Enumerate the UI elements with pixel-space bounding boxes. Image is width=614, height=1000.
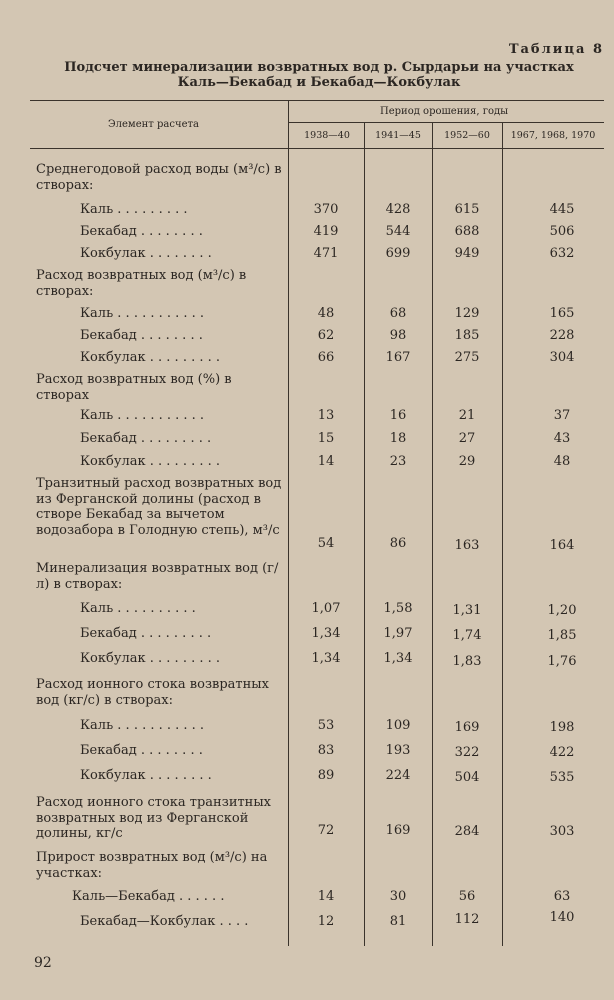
cell: 112 bbox=[454, 912, 480, 927]
cell: 56 bbox=[458, 889, 476, 904]
title-line-1: Подсчет минерализации возвратных вод р. Сырдарьи на участках bbox=[64, 60, 574, 75]
cell: 1,83 bbox=[452, 654, 482, 669]
cell: 72 bbox=[317, 823, 335, 838]
cell: 167 bbox=[385, 350, 411, 365]
cell: 140 bbox=[549, 910, 575, 925]
year-1967-70: 1967, 1968, 1970 bbox=[510, 130, 596, 141]
header-element: Элемент расчета bbox=[108, 119, 199, 130]
cell: 29 bbox=[458, 454, 476, 469]
cell: 15 bbox=[317, 431, 335, 446]
cell: 1,85 bbox=[547, 628, 577, 643]
cell: 1,58 bbox=[383, 601, 413, 616]
cell: 1,76 bbox=[547, 654, 577, 669]
cell: 89 bbox=[317, 768, 335, 783]
cell: 224 bbox=[385, 768, 411, 783]
cell: 43 bbox=[553, 431, 571, 446]
row-name: Каль . . . . . . . . . bbox=[80, 202, 188, 217]
cell: 86 bbox=[389, 536, 407, 551]
cell: 165 bbox=[549, 306, 575, 321]
cell: 322 bbox=[454, 745, 480, 760]
cell: 699 bbox=[385, 246, 411, 261]
header-bottom-rule bbox=[30, 148, 604, 149]
cell: 535 bbox=[549, 770, 575, 785]
row-name: Кокбулак . . . . . . . . bbox=[80, 246, 212, 261]
cell: 1,31 bbox=[452, 603, 482, 618]
cell: 53 bbox=[317, 718, 335, 733]
col-divider bbox=[502, 123, 503, 946]
cell: 275 bbox=[454, 350, 480, 365]
col-divider bbox=[288, 101, 289, 946]
cell: 471 bbox=[313, 246, 339, 261]
row-name: Бекабад . . . . . . . . . bbox=[80, 431, 212, 446]
cell: 14 bbox=[317, 889, 335, 904]
cell: 428 bbox=[385, 202, 411, 217]
cell: 16 bbox=[389, 408, 407, 423]
cell: 185 bbox=[454, 328, 480, 343]
cell: 48 bbox=[317, 306, 335, 321]
row-name: Кокбулак . . . . . . . . . bbox=[80, 350, 221, 365]
cell: 30 bbox=[389, 889, 407, 904]
row-name: Бекабад—Кокбулак . . . . bbox=[80, 914, 249, 929]
cell: 445 bbox=[549, 202, 575, 217]
cell: 1,34 bbox=[311, 626, 341, 641]
cell: 1,07 bbox=[311, 601, 341, 616]
table-number: Таблица 8 bbox=[508, 42, 604, 57]
top-rule bbox=[30, 100, 604, 101]
cell: 163 bbox=[454, 538, 480, 553]
cell: 129 bbox=[454, 306, 480, 321]
cell: 12 bbox=[317, 914, 335, 929]
cell: 688 bbox=[454, 224, 480, 239]
row-name: Бекабад . . . . . . . . bbox=[80, 743, 203, 758]
cell: 169 bbox=[385, 823, 411, 838]
cell: 18 bbox=[389, 431, 407, 446]
section-label: Прирост возвратных вод (м³/с) на участках: bbox=[36, 850, 268, 881]
cell: 504 bbox=[454, 770, 480, 785]
row-name: Кокбулак . . . . . . . . bbox=[80, 768, 212, 783]
cell: 632 bbox=[549, 246, 575, 261]
cell: 1,97 bbox=[383, 626, 413, 641]
section-label: Расход ионного стока возвратных вод (кг/с) в створах: bbox=[36, 677, 269, 708]
row-name: Кокбулак . . . . . . . . . bbox=[80, 651, 221, 666]
section-label: Расход ионного стока транзитных возвратных вод из Ферганской долины, кг/с bbox=[36, 795, 272, 841]
cell: 23 bbox=[389, 454, 407, 469]
cell: 83 bbox=[317, 743, 335, 758]
cell: 419 bbox=[313, 224, 339, 239]
cell: 62 bbox=[317, 328, 335, 343]
row-name: Каль . . . . . . . . . . . bbox=[80, 306, 205, 321]
page-number: 92 bbox=[34, 955, 52, 971]
cell: 949 bbox=[454, 246, 480, 261]
cell: 422 bbox=[549, 745, 575, 760]
title-line-2: Каль—Бекабад и Бекабад—Кокбулак bbox=[177, 75, 461, 90]
cell: 98 bbox=[389, 328, 407, 343]
cell: 544 bbox=[385, 224, 411, 239]
cell: 66 bbox=[317, 350, 335, 365]
cell: 164 bbox=[549, 538, 575, 553]
row-name: Каль—Бекабад . . . . . . bbox=[72, 889, 225, 904]
section-label: Транзитный расход возвратных вод из Ферганской долины (расход в створе Бекабад за вычетом водозабора в Голодную степь), м³/с bbox=[36, 476, 282, 538]
cell: 303 bbox=[549, 824, 575, 839]
cell: 304 bbox=[549, 350, 575, 365]
header-period: Период орошения, годы bbox=[380, 106, 509, 117]
cell: 63 bbox=[553, 889, 571, 904]
cell: 14 bbox=[317, 454, 335, 469]
cell: 13 bbox=[317, 408, 335, 423]
year-1952-60: 1952—60 bbox=[444, 130, 490, 141]
cell: 370 bbox=[313, 202, 339, 217]
cell: 284 bbox=[454, 824, 480, 839]
cell: 37 bbox=[553, 408, 571, 423]
cell: 193 bbox=[385, 743, 411, 758]
row-name: Каль . . . . . . . . . . bbox=[80, 601, 196, 616]
table-title bbox=[30, 60, 608, 90]
cell: 506 bbox=[549, 224, 575, 239]
cell: 169 bbox=[454, 720, 480, 735]
cell: 81 bbox=[389, 914, 407, 929]
cell: 1,20 bbox=[547, 603, 577, 618]
row-name: Бекабад . . . . . . . . bbox=[80, 328, 203, 343]
section-label: Расход возвратных вод (%) в створах bbox=[36, 372, 232, 403]
cell: 109 bbox=[385, 718, 411, 733]
cell: 198 bbox=[549, 720, 575, 735]
row-name: Бекабад . . . . . . . . bbox=[80, 224, 203, 239]
row-name: Кокбулак . . . . . . . . . bbox=[80, 454, 221, 469]
cell: 228 bbox=[549, 328, 575, 343]
section-label: Среднегодовой расход воды (м³/с) в створах: bbox=[36, 162, 282, 193]
row-name: Бекабад . . . . . . . . . bbox=[80, 626, 212, 641]
header-period-rule bbox=[288, 122, 604, 123]
section-label: Расход возвратных вод (м³/с) в створах: bbox=[36, 268, 247, 299]
cell: 21 bbox=[458, 408, 476, 423]
cell: 48 bbox=[553, 454, 571, 469]
cell: 1,34 bbox=[383, 651, 413, 666]
cell: 615 bbox=[454, 202, 480, 217]
cell: 1,74 bbox=[452, 628, 482, 643]
year-1941-45: 1941—45 bbox=[375, 130, 421, 141]
cell: 68 bbox=[389, 306, 407, 321]
cell: 54 bbox=[317, 536, 335, 551]
cell: 27 bbox=[458, 431, 476, 446]
row-name: Каль . . . . . . . . . . . bbox=[80, 408, 205, 423]
row-name: Каль . . . . . . . . . . . bbox=[80, 718, 205, 733]
section-label: Минерализация возвратных вод (г/л) в створах: bbox=[36, 561, 279, 592]
year-1938-40: 1938—40 bbox=[304, 130, 350, 141]
cell: 1,34 bbox=[311, 651, 341, 666]
